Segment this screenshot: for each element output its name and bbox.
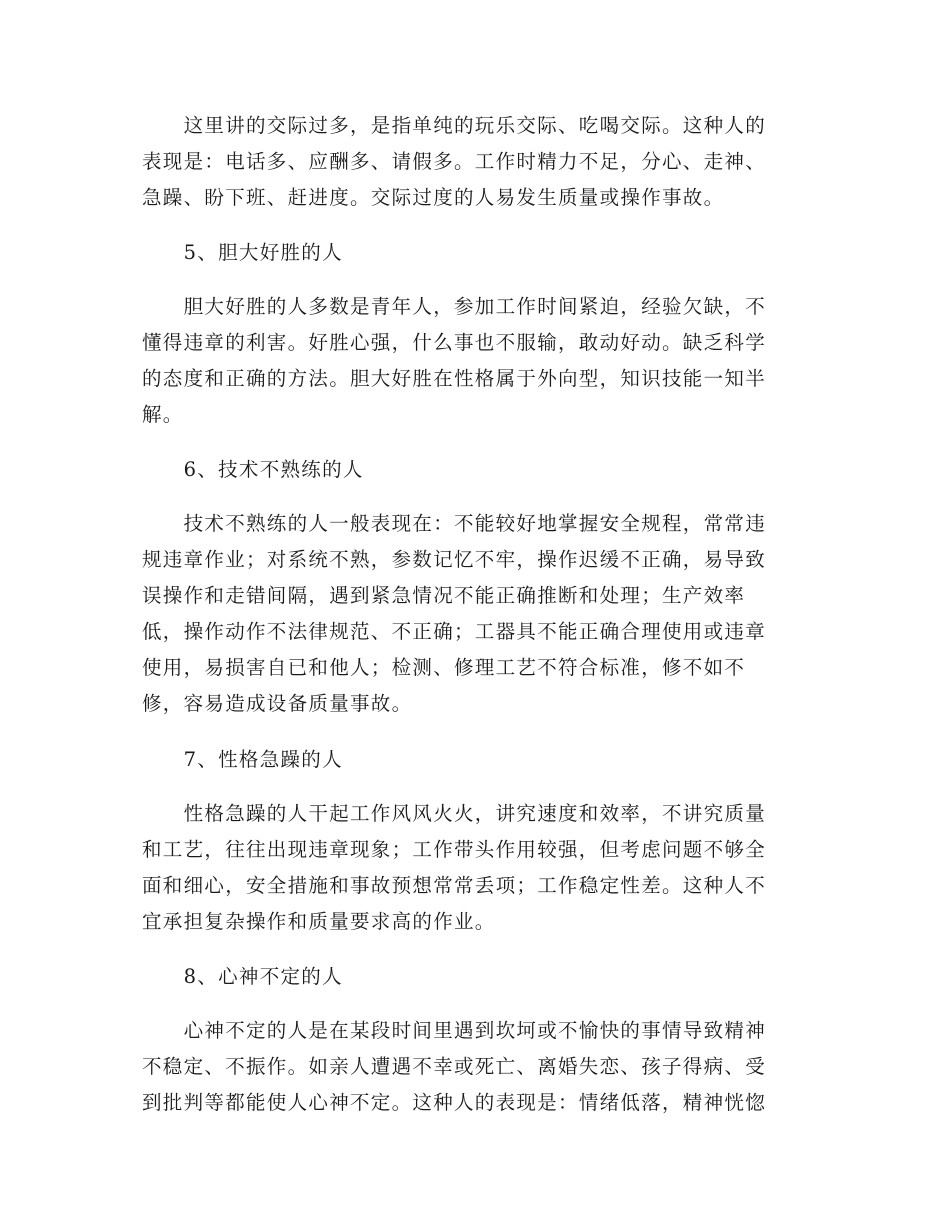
paragraph-line: 不稳定、不振作。如亲人遭遇不幸或死亡、离婚失恋、孩子得病、受 bbox=[142, 1055, 767, 1078]
paragraph-line: 解。 bbox=[142, 403, 184, 426]
paragraph-line: 宜承担复杂操作和质量要求高的作业。 bbox=[142, 910, 496, 933]
paragraph-line: 低，操作动作不法律规范、不正确；工器具不能正确合理使用或违章 bbox=[142, 620, 767, 643]
paragraph-line: 到批判等都能使人心神不定。这种人的表现是：情绪低落，精神恍惚 bbox=[142, 1091, 767, 1114]
paragraph-line: 胆大好胜的人多数是青年人，参加工作时间紧迫，经验欠缺，不 bbox=[142, 295, 767, 318]
paragraph-line: 面和细心，安全措施和事故预想常常丢项；工作稳定性差。这种人不 bbox=[142, 874, 767, 897]
paragraph-line: 心神不定的人是在某段时间里遇到坎坷或不愉快的事情导致精神 bbox=[142, 1019, 767, 1042]
section-heading-7 bbox=[142, 742, 810, 778]
paragraph-line: 技术不熟练的人一般表现在：不能较好地掌握安全规程，常常违 bbox=[142, 512, 767, 535]
section-heading-5 bbox=[142, 235, 810, 271]
paragraph-line: 误操作和走错间隔，遇到紧急情况不能正确推断和处理；生产效率 bbox=[142, 584, 746, 607]
section-heading-8 bbox=[142, 959, 810, 995]
paragraph-line: 懂得违章的利害。好胜心强，什么事也不服输，敢动好动。缺乏科学 bbox=[142, 331, 767, 354]
paragraph-line: 使用，易损害自已和他人；检测、修理工艺不符合标准，修不如不 bbox=[142, 656, 746, 679]
paragraph-socializing bbox=[142, 108, 810, 216]
paragraph-line: 和工艺，往往出现违章现象；工作带头作用较强，但考虑问题不够全 bbox=[142, 838, 767, 861]
paragraph-line: 表现是：电话多、应酬多、请假多。工作时精力不足，分心、走神、 bbox=[142, 150, 767, 173]
paragraph-line: 性格急躁的人干起工作风风火火，讲究速度和效率，不讲究质量 bbox=[142, 802, 767, 825]
paragraph-line: 修，容易造成设备质量事故。 bbox=[142, 692, 413, 715]
paragraph-line: 的态度和正确的方法。胆大好胜在性格属于外向型，知识技能一知半 bbox=[142, 367, 767, 390]
paragraph-line: 这里讲的交际过多，是指单纯的玩乐交际、吃喝交际。这种人的 bbox=[142, 114, 767, 137]
paragraph-distracted bbox=[142, 1013, 810, 1121]
heading-text: 7、性格急躁的人 bbox=[142, 748, 343, 771]
section-heading-6 bbox=[142, 452, 810, 488]
paragraph-impatient bbox=[142, 796, 810, 940]
paragraph-line: 规违章作业；对系统不熟，参数记忆不牢，操作迟缓不正确，易导致 bbox=[142, 548, 767, 571]
heading-text: 6、技术不熟练的人 bbox=[142, 458, 364, 481]
paragraph-unskilled bbox=[142, 506, 810, 722]
paragraph-line: 急躁、盼下班、赶进度。交际过度的人易发生质量或操作事故。 bbox=[142, 186, 725, 209]
heading-text: 8、心神不定的人 bbox=[142, 965, 343, 988]
paragraph-bold-competitive bbox=[142, 289, 810, 433]
heading-text: 5、胆大好胜的人 bbox=[142, 241, 343, 264]
